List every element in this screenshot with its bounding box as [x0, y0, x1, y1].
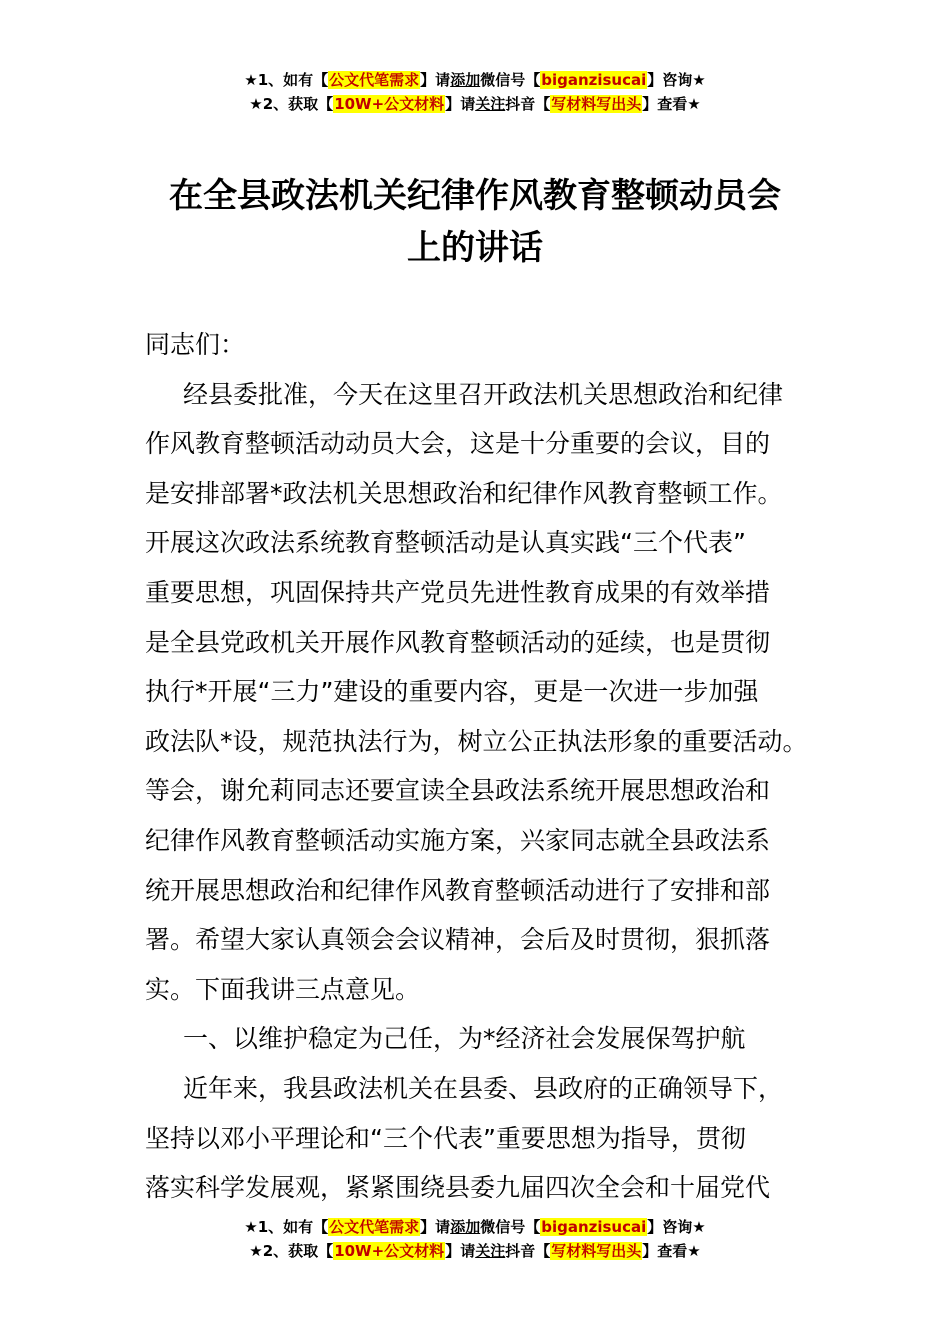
- banner-underline: 添加: [450, 71, 481, 89]
- banner-text: 】咨询★: [647, 1218, 706, 1236]
- header-banner: [0, 68, 950, 116]
- banner-line-2: [0, 92, 950, 116]
- banner-text: 】请: [420, 71, 451, 89]
- banner-text: 】查看★: [642, 95, 701, 113]
- body-line: 执行*开展“三力”建设的重要内容，更是一次进一步加强: [145, 677, 759, 707]
- banner-text: 】请: [445, 95, 476, 113]
- banner-text: ★1、如有【: [244, 71, 329, 89]
- body-line: 开展这次政法系统教育整顿活动是认真实践“三个代表”: [145, 528, 746, 558]
- banner-text: 抖音【: [505, 1242, 551, 1260]
- banner-underline: 关注: [475, 1242, 506, 1260]
- body-line: 政法队*设，规范执法行为，树立公正执法形象的重要活动。: [145, 726, 808, 756]
- salutation: 同志们：: [145, 330, 246, 359]
- banner-highlight: 公文代笔需求: [329, 1218, 420, 1236]
- body-line: 是全县党政机关开展作风教育整顿活动的延续，也是贯彻: [145, 627, 771, 657]
- body-line: 等会，谢允莉同志还要宣读全县政法系统开展思想政治和: [145, 776, 771, 806]
- banner-underline: 添加: [450, 1218, 481, 1236]
- body-line: 统开展思想政治和纪律作风教育整顿活动进行了安排和部: [145, 875, 771, 905]
- banner-text: 微信号【: [480, 1218, 541, 1236]
- footer-banner: [0, 1215, 950, 1263]
- banner-highlight: 写材料写出头: [551, 95, 642, 113]
- banner-text: 】查看★: [642, 1242, 701, 1260]
- body-line: 落实科学发展观，紧紧围绕县委九届四次全会和十届党代: [145, 1173, 771, 1203]
- body-line: 纪律作风教育整顿活动实施方案，兴家同志就全县政法系: [145, 825, 771, 855]
- body-line: 坚持以邓小平理论和“三个代表”重要思想为指导，贯彻: [145, 1123, 746, 1153]
- banner-line-1: [0, 68, 950, 92]
- title-line-1: 在全县政法机关纪律作风教育整顿动员会: [169, 176, 781, 216]
- banner-highlight: 10W+公文材料: [334, 1242, 445, 1260]
- banner-text: 】请: [420, 1218, 451, 1236]
- body-line: 是安排部署*政法机关思想政治和纪律作风教育整顿工作。: [145, 478, 783, 508]
- banner-text: ★1、如有【: [244, 1218, 329, 1236]
- body-line: 经县委批准，今天在这里召开政法机关思想政治和纪律: [183, 379, 784, 409]
- section-heading: 一、以维护稳定为己任，为*经济社会发展保驾护航: [183, 1024, 746, 1054]
- banner-highlight: biganzisucai: [541, 71, 647, 89]
- banner-text: 微信号【: [480, 71, 541, 89]
- banner-highlight: 写材料写出头: [551, 1242, 642, 1260]
- document-title: [0, 170, 950, 274]
- banner-text: 抖音【: [505, 95, 551, 113]
- body-line: 近年来，我县政法机关在县委、县政府的正确领导下，: [183, 1073, 784, 1103]
- banner-highlight: 10W+公文材料: [334, 95, 445, 113]
- body-line: 署。希望大家认真领会会议精神，会后及时贯彻，狠抓落: [145, 925, 771, 955]
- banner-text: 】请: [445, 1242, 476, 1260]
- body-line: 重要思想，巩固保持共产党员先进性教育成果的有效举措: [145, 577, 771, 607]
- banner-text: ★2、获取【: [249, 95, 334, 113]
- banner-underline: 关注: [475, 95, 506, 113]
- banner-highlight: biganzisucai: [541, 1218, 647, 1236]
- banner-text: ★2、获取【: [249, 1242, 334, 1260]
- banner-text: 】咨询★: [647, 71, 706, 89]
- banner-line-2: [0, 1239, 950, 1263]
- banner-highlight: 公文代笔需求: [329, 71, 420, 89]
- document-body: [145, 320, 815, 1213]
- banner-line-1: [0, 1215, 950, 1239]
- body-line: 作风教育整顿活动动员大会，这是十分重要的会议，目的: [145, 429, 771, 459]
- body-line: 实。下面我讲三点意见。: [145, 974, 421, 1004]
- title-line-2: 上的讲话: [407, 228, 543, 268]
